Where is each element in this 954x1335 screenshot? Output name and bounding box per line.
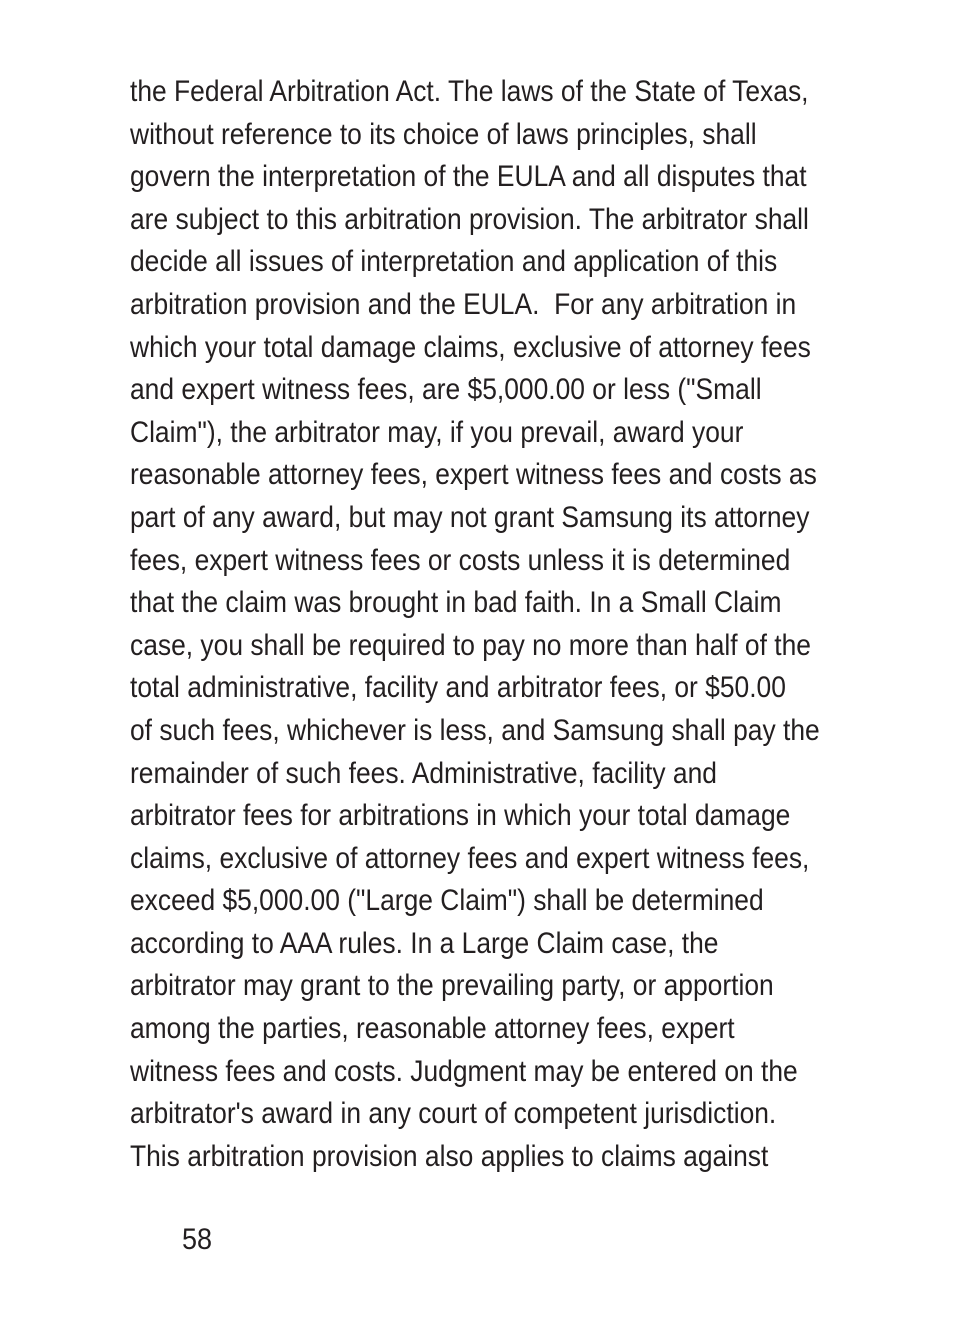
text-line: without reference to its choice of laws principles, shall [130, 117, 757, 151]
text-line: arbitrator fees for arbitrations in which your total damage [130, 799, 791, 833]
page-number: 58 [182, 1223, 213, 1256]
text-line: the Federal Arbitration Act. The laws of the State of Texas, [130, 75, 809, 108]
text-line: witness fees and costs. Judgment may be entered on the [130, 1054, 798, 1088]
text-line: that the claim was brought in bad faith. In a Small Claim [130, 586, 782, 620]
text-line: This arbitration provision also applies to claims against [130, 1139, 769, 1173]
text-line: decide all issues of interpretation and application of this [130, 245, 778, 279]
text-line: reasonable attorney fees, expert witness fees and costs as [130, 458, 817, 492]
text-line: Claim"), the arbitrator may, if you prevail, award your [130, 415, 744, 449]
text-line: and expert witness fees, are $5,000.00 or less ("Small [130, 373, 762, 407]
text-line: among the parties, reasonable attorney fees, expert [130, 1012, 735, 1046]
text-line: according to AAA rules. In a Large Claim case, the [130, 926, 719, 960]
text-line: remainder of such fees. Administrative, facility and [130, 756, 717, 790]
text-line: of such fees, whichever is less, and Samsung shall pay the [130, 713, 820, 747]
text-line: case, you shall be required to pay no more than half of the [130, 628, 811, 662]
text-line: are subject to this arbitration provision. The arbitrator shall [130, 202, 809, 236]
text-line: arbitrator may grant to the prevailing party, or apportion [130, 969, 774, 1003]
text-line: claims, exclusive of attorney fees and expert witness fees, [130, 841, 810, 875]
text-line: which your total damage claims, exclusive of attorney fees [130, 330, 811, 364]
text-line: part of any award, but may not grant Samsung its attorney [130, 500, 810, 534]
body-paragraph [130, 71, 820, 1178]
text-line: exceed $5,000.00 ("Large Claim") shall be determined [130, 884, 764, 918]
text-line: arbitrator's award in any court of competent jurisdiction. [130, 1097, 777, 1131]
text-line: total administrative, facility and arbitrator fees, or $50.00 [130, 671, 786, 705]
text-line: arbitration provision and the EULA. For any arbitration in [130, 287, 797, 321]
text-line: govern the interpretation of the EULA and all disputes that [130, 160, 807, 194]
text-line: fees, expert witness fees or costs unless it is determined [130, 543, 791, 577]
